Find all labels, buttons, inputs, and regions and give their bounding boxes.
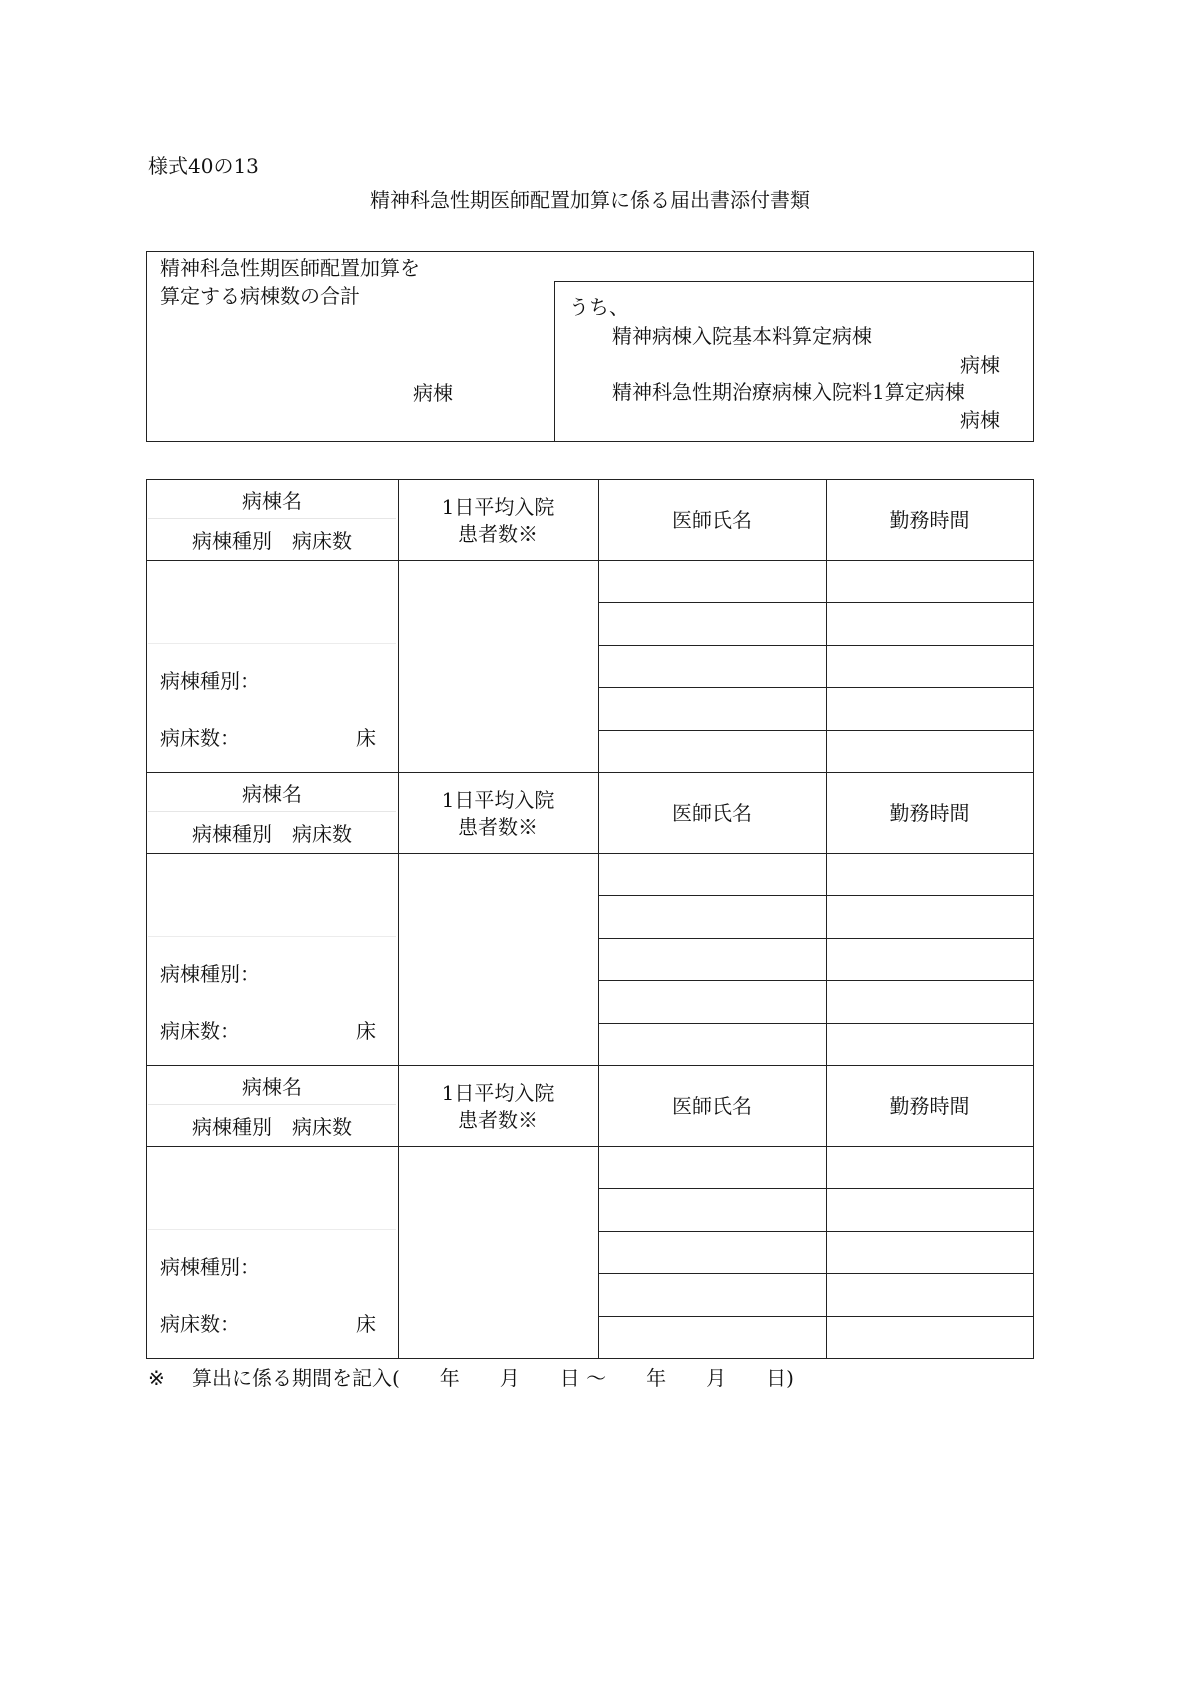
page-title: 精神科急性期医師配置加算に係る届出書添付書類 [370, 188, 810, 212]
header-ward-name: 病棟名 [242, 782, 302, 806]
cell-guide-line [148, 643, 396, 644]
header-separator [146, 1146, 1033, 1147]
header-avg-inpatients-line1: 1日平均入院 [441, 495, 555, 519]
summary-item1-label: 精神病棟入院基本料算定病棟 [612, 324, 872, 348]
doctor-row-separator [598, 645, 1033, 646]
summary-left-unit: 病棟 [413, 381, 453, 405]
header-ward-name: 病棟名 [242, 489, 302, 513]
beds-label: 病床数： [160, 1312, 240, 1336]
ward-type-label: 病棟種別： [160, 1255, 260, 1279]
header-guide-line [148, 518, 396, 519]
doctor-row-separator [598, 980, 1033, 981]
doctor-row-separator [598, 1316, 1033, 1317]
header-work-hours: 勤務時間 [889, 801, 970, 825]
header-separator [146, 853, 1033, 854]
summary-left-label-line2: 算定する病棟数の合計 [160, 284, 360, 308]
header-avg-inpatients-line2: 患者数※ [458, 522, 538, 546]
beds-unit: 床 [356, 726, 376, 750]
header-separator [146, 560, 1033, 561]
header-doctor-name: 医師氏名 [672, 801, 752, 825]
doctor-row-separator [598, 1188, 1033, 1189]
cell-guide-line [148, 936, 396, 937]
ward-table-frame [146, 479, 1034, 1359]
header-ward-name: 病棟名 [242, 1075, 302, 1099]
header-work-hours: 勤務時間 [889, 508, 970, 532]
doctor-row-separator [598, 938, 1033, 939]
block-separator [146, 1065, 1033, 1066]
beds-label: 病床数： [160, 1019, 240, 1043]
header-ward-type-beds: 病棟種別 病床数 [192, 529, 352, 553]
summary-item2-label: 精神科急性期治療病棟入院料1算定病棟 [612, 380, 965, 404]
doctor-row-separator [598, 1273, 1033, 1274]
header-ward-type-beds: 病棟種別 病床数 [192, 1115, 352, 1139]
cell-guide-line [148, 1229, 396, 1230]
footer-period-note: 算出に係る期間を記入( 年 月 日 ～ 年 月 日) [192, 1366, 794, 1390]
doctor-row-separator [598, 730, 1033, 731]
header-avg-inpatients-line1: 1日平均入院 [441, 788, 555, 812]
header-avg-inpatients-line2: 患者数※ [458, 1108, 538, 1132]
summary-left-label-line1: 精神科急性期医師配置加算を [160, 256, 420, 280]
beds-unit: 床 [356, 1312, 376, 1336]
summary-item2-unit: 病棟 [960, 408, 1000, 432]
footer-mark: ※ [148, 1366, 165, 1390]
beds-unit: 床 [356, 1019, 376, 1043]
ward-type-label: 病棟種別： [160, 962, 260, 986]
header-ward-type-beds: 病棟種別 病床数 [192, 822, 352, 846]
doctor-row-separator [598, 1023, 1033, 1024]
block-separator [146, 772, 1033, 773]
ward-type-label: 病棟種別： [160, 669, 260, 693]
header-guide-line [148, 1104, 396, 1105]
summary-item1-unit: 病棟 [960, 353, 1000, 377]
summary-right-intro: うち、 [569, 295, 629, 319]
header-doctor-name: 医師氏名 [672, 1094, 752, 1118]
header-avg-inpatients-line2: 患者数※ [458, 815, 538, 839]
doctor-row-separator [598, 687, 1033, 688]
header-doctor-name: 医師氏名 [672, 508, 752, 532]
header-work-hours: 勤務時間 [889, 1094, 970, 1118]
header-guide-line [148, 811, 396, 812]
doctor-row-separator [598, 1231, 1033, 1232]
header-avg-inpatients-line1: 1日平均入院 [441, 1081, 555, 1105]
doctor-row-separator [598, 895, 1033, 896]
form-number: 様式40の13 [148, 154, 259, 178]
beds-label: 病床数： [160, 726, 240, 750]
doctor-row-separator [598, 602, 1033, 603]
